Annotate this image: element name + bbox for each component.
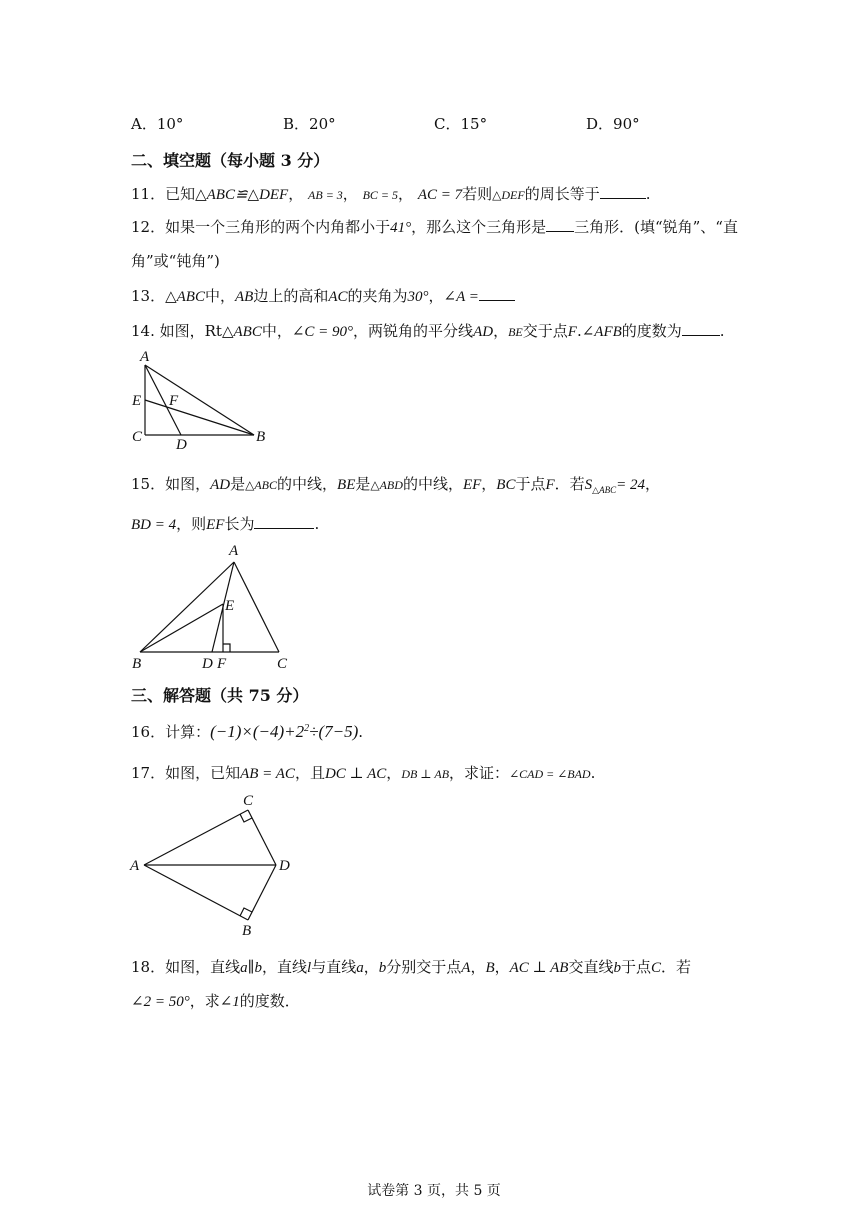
q14-end: . — [719, 322, 725, 340]
q14-triangle: △ABC — [221, 324, 262, 340]
fig17-label-c: C — [243, 793, 254, 809]
q16-text: 16．计算： — [131, 723, 211, 741]
q15-text: 的中线， — [277, 475, 338, 493]
q18-sep: ， — [363, 958, 379, 976]
fig15-label-b: B — [132, 656, 142, 672]
q15-area-s: S — [584, 477, 593, 493]
fig14-label-f: F — [169, 393, 179, 409]
fig14-bisector-be — [145, 400, 254, 435]
fig17-side-cd — [248, 810, 276, 865]
fig17-label-a: A — [130, 858, 140, 874]
fig14-label-d: D — [176, 437, 187, 453]
q15-bc: BC — [496, 477, 516, 493]
q13-angle: 30° — [407, 289, 429, 305]
section-3-title: 三、解答题（共 75 分） — [131, 686, 309, 705]
q18-sep: ， — [470, 958, 486, 976]
q11-text: 若则 — [462, 185, 493, 203]
q18-text: 18．如图，直线 — [131, 958, 241, 976]
page-footer: 试卷第 3 页，共 5 页 — [367, 1183, 501, 1199]
q11-ac: AC = 7 — [417, 187, 463, 203]
fig15-side-ab — [140, 562, 234, 652]
section-2-title: 二、填空题（每小题 3 分） — [131, 151, 330, 170]
q11-sep: ， — [398, 185, 414, 203]
q14-text: 中， — [261, 322, 292, 340]
q18-text: 交直线 — [568, 958, 614, 976]
fig14-label-e: E — [132, 393, 142, 409]
q11-def: △DEF — [492, 188, 525, 202]
q13-ac: AC — [328, 289, 348, 305]
q13-angle-a: ∠A = — [443, 289, 479, 305]
q12-text: 12．如果一个三角形的两个内角都小于 — [131, 218, 391, 236]
question-15 — [131, 473, 660, 496]
q16-expression: (−1)×(−4)+2 — [210, 722, 305, 741]
choice-a: A．10° — [131, 115, 184, 133]
q15-text: 长为 — [224, 515, 255, 533]
q13-triangle: △ABC — [165, 289, 205, 305]
q15-ef: EF — [462, 477, 482, 493]
question-11 — [131, 183, 651, 204]
q14-answer-blank[interactable] — [682, 321, 720, 336]
q18-angle-1: ∠1 — [219, 994, 240, 1010]
figure-15 — [126, 540, 296, 672]
fig17-side-ac — [144, 810, 248, 865]
q14-text: 交于点 — [522, 322, 568, 340]
q11-end: . — [645, 185, 651, 203]
q11-answer-blank[interactable] — [600, 184, 646, 199]
q15-be: BE — [337, 477, 356, 493]
q15-answer-blank[interactable] — [254, 514, 314, 529]
q16-exponent: 2 — [304, 723, 310, 734]
q18-text: ．若 — [661, 958, 692, 976]
fig15-label-a: A — [229, 543, 239, 559]
q14-be: BE — [508, 325, 523, 339]
choice-b: B．20° — [283, 115, 336, 133]
q14-angle-afb: ∠AFB — [581, 324, 622, 340]
fig15-median-be — [140, 604, 223, 652]
question-16 — [131, 721, 363, 742]
q11-sep: ， — [342, 185, 358, 203]
q13-text: 边上的高和 — [253, 287, 329, 305]
question-17 — [131, 762, 595, 783]
q17-goal: ∠CAD = ∠BAD — [509, 767, 591, 781]
q11-ab: AB = 3 — [308, 188, 343, 202]
q15-ad: AD — [210, 477, 231, 493]
q17-ab-ac: AB = AC — [240, 766, 295, 782]
fig15-label-d: D — [202, 656, 213, 672]
q15-text: 于点 — [515, 475, 546, 493]
q18-point-a: A — [461, 960, 471, 976]
q14-ad: AD — [473, 324, 494, 340]
q18-text: 的度数． — [239, 992, 300, 1010]
q18-line-l: l — [307, 960, 312, 976]
q15-sep: ， — [644, 475, 660, 493]
q14-text: 的度数为 — [621, 322, 682, 340]
q17-text: ，求证： — [449, 764, 510, 782]
fig17-label-b: B — [242, 923, 252, 939]
q17-db-perp-ab: DB ⊥ AB — [401, 767, 450, 781]
fig14-label-c: C — [132, 429, 143, 445]
q18-text: 分别交于点 — [386, 958, 462, 976]
q15-bd: BD = 4 — [131, 517, 177, 533]
q15-f: F — [545, 477, 555, 493]
q17-sep: ， — [386, 764, 402, 782]
q14-angle-c: ∠C = 90° — [291, 324, 354, 340]
fig17-side-bd — [248, 865, 276, 920]
q18-text: 与直线 — [311, 958, 357, 976]
q18-text: ，直线 — [262, 958, 308, 976]
q18-line-b: b — [378, 960, 387, 976]
q14-sep: . — [576, 322, 582, 340]
q14-text: 14. 如图，Rt — [131, 322, 222, 340]
q15-area-value: = 24 — [616, 477, 645, 493]
figure-14 — [126, 345, 276, 455]
q15-text: 是 — [230, 475, 246, 493]
q15-triangle-abd: △ABD — [370, 478, 403, 492]
q15-area-subscript: △ABC — [592, 485, 617, 495]
q17-end: . — [590, 764, 596, 782]
question-18 — [131, 956, 691, 977]
question-15-line-2 — [131, 513, 319, 534]
q18-sep: ， — [494, 958, 510, 976]
q15-text: ．若 — [554, 475, 585, 493]
q18-angle-2: ∠2 = 50° — [131, 994, 190, 1010]
q18-point-b: B — [485, 960, 495, 976]
q15-text: 15．如图， — [131, 475, 211, 493]
fig15-right-angle-mark — [223, 644, 230, 652]
question-18-line-2 — [131, 990, 300, 1011]
question-12-line-2: 角”或“钝角”) — [131, 252, 220, 270]
q15-text: ，则 — [176, 515, 207, 533]
fig15-label-e: E — [225, 598, 235, 614]
q18-line-b: b — [613, 960, 621, 976]
q13-sep: ， — [428, 287, 444, 305]
q17-dc-perp-ac: DC ⊥ AC — [324, 766, 387, 782]
figure-17 — [126, 792, 306, 942]
q14-f: F — [567, 324, 577, 340]
q15-ef: EF — [206, 517, 225, 533]
q11-number: 11．已知 — [131, 185, 196, 203]
q15-text: 的中线， — [402, 475, 463, 493]
choice-c: C．15° — [434, 115, 488, 133]
fig14-label-a: A — [140, 349, 150, 365]
q18-line-a: a — [356, 960, 364, 976]
q12-text: ，那么这个三角形是 — [411, 218, 547, 236]
q13-text: 中， — [204, 287, 235, 305]
q11-congruence: △ABC≌△DEF — [195, 187, 289, 203]
q17-text: 17．如图，已知 — [131, 764, 241, 782]
q13-number: 13． — [131, 287, 166, 305]
q12-degree: 41° — [390, 220, 412, 236]
fig17-label-d: D — [279, 858, 290, 874]
q18-parallel: a∥b — [240, 960, 263, 976]
q18-text: ，求 — [189, 992, 220, 1010]
q12-text: 三角形．(填“锐角”、“直 — [574, 218, 738, 236]
q14-text: ，两锐角的平分线 — [353, 322, 474, 340]
q16-end: . — [358, 723, 364, 741]
question-12 — [131, 216, 738, 237]
q17-text: ，且 — [294, 764, 325, 782]
fig14-label-b: B — [256, 429, 266, 445]
fig17-side-ab — [144, 865, 248, 920]
q18-point-c: C — [651, 960, 662, 976]
q16-expression-tail: ÷(7−5) — [309, 722, 359, 741]
q14-sep: ， — [493, 322, 509, 340]
q13-answer-blank[interactable] — [479, 286, 515, 301]
fig15-label-c: C — [277, 656, 288, 672]
question-13 — [131, 285, 515, 306]
q13-text: 的夹角为 — [347, 287, 408, 305]
q18-perp: AC ⊥ AB — [509, 960, 569, 976]
question-14 — [131, 320, 725, 341]
q11-bc: BC = 5 — [362, 188, 399, 202]
fig15-side-ac — [234, 562, 279, 652]
q13-ab: AB — [234, 289, 254, 305]
q15-end: . — [314, 515, 320, 533]
choice-d: D．90° — [586, 115, 640, 133]
q18-text: 于点 — [620, 958, 651, 976]
fig14-side-ab — [145, 365, 254, 435]
fig15-label-f: F — [217, 656, 227, 672]
q15-sep: ， — [481, 475, 497, 493]
q15-text: 是 — [355, 475, 371, 493]
q11-text: 的周长等于 — [524, 185, 600, 203]
q15-triangle-abc: △ABC — [245, 478, 278, 492]
q11-sep: ， — [288, 185, 304, 203]
q12-answer-blank[interactable] — [546, 217, 574, 232]
